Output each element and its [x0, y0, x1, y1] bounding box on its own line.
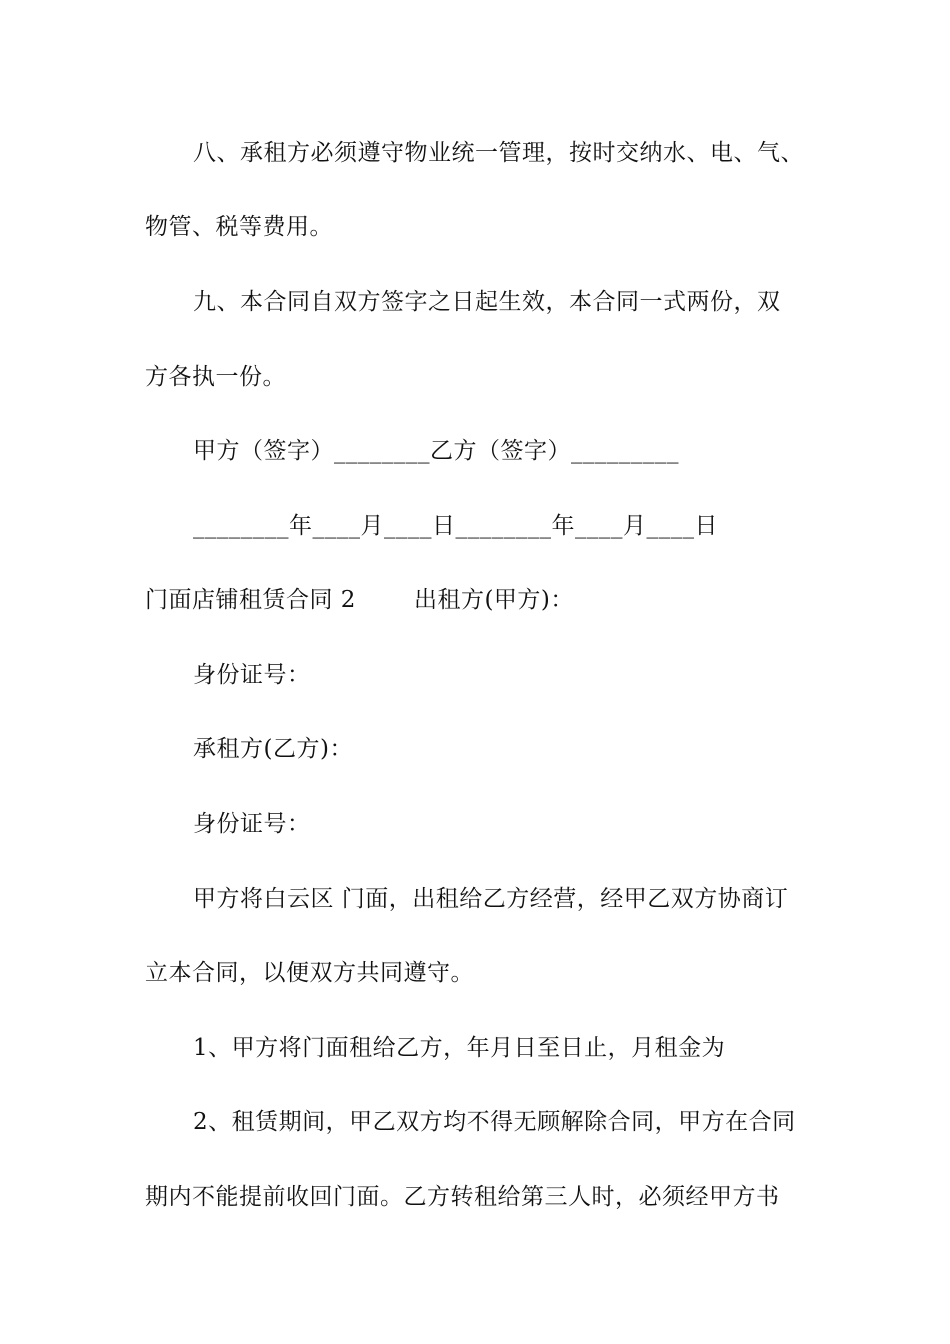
- paragraph-line: 物管、税等费用。: [145, 214, 333, 240]
- lessor-label: 出租方(甲方)：: [413, 587, 574, 613]
- paragraph-line: 九、本合同自双方签字之日起生效，本合同一式两份，双: [193, 289, 781, 315]
- paragraph-line: 甲方将白云区 门面，出租给乙方经营，经甲乙双方协商订: [193, 886, 789, 912]
- paragraph-line: 八、承租方必须遵守物业统一管理，按时交纳水、电、气、: [193, 140, 804, 166]
- paragraph-line: 方各执一份。: [145, 364, 286, 390]
- signature-line: 甲方（签字）________乙方（签字）_________: [193, 438, 679, 464]
- clause-line: 1、甲方将门面租给乙方，年月日至日止，月租金为: [193, 1035, 726, 1061]
- paragraph-line: 立本合同，以便双方共同遵守。: [145, 960, 474, 986]
- clause-line: 2、租赁期间，甲乙双方均不得无顾解除合同，甲方在合同: [193, 1109, 796, 1135]
- id-number-label: 身份证号：: [193, 811, 311, 837]
- id-number-label: 身份证号：: [193, 662, 311, 688]
- date-line: ________年____月____日________年____月____日: [193, 513, 718, 539]
- paragraph-line: 期内不能提前收回门面。乙方转租给第三人时，必须经甲方书: [145, 1184, 780, 1210]
- contract-heading-line: [145, 585, 574, 615]
- contract-title: 门面店铺租赁合同 2: [145, 587, 356, 613]
- lessee-label: 承租方(乙方)：: [193, 736, 353, 762]
